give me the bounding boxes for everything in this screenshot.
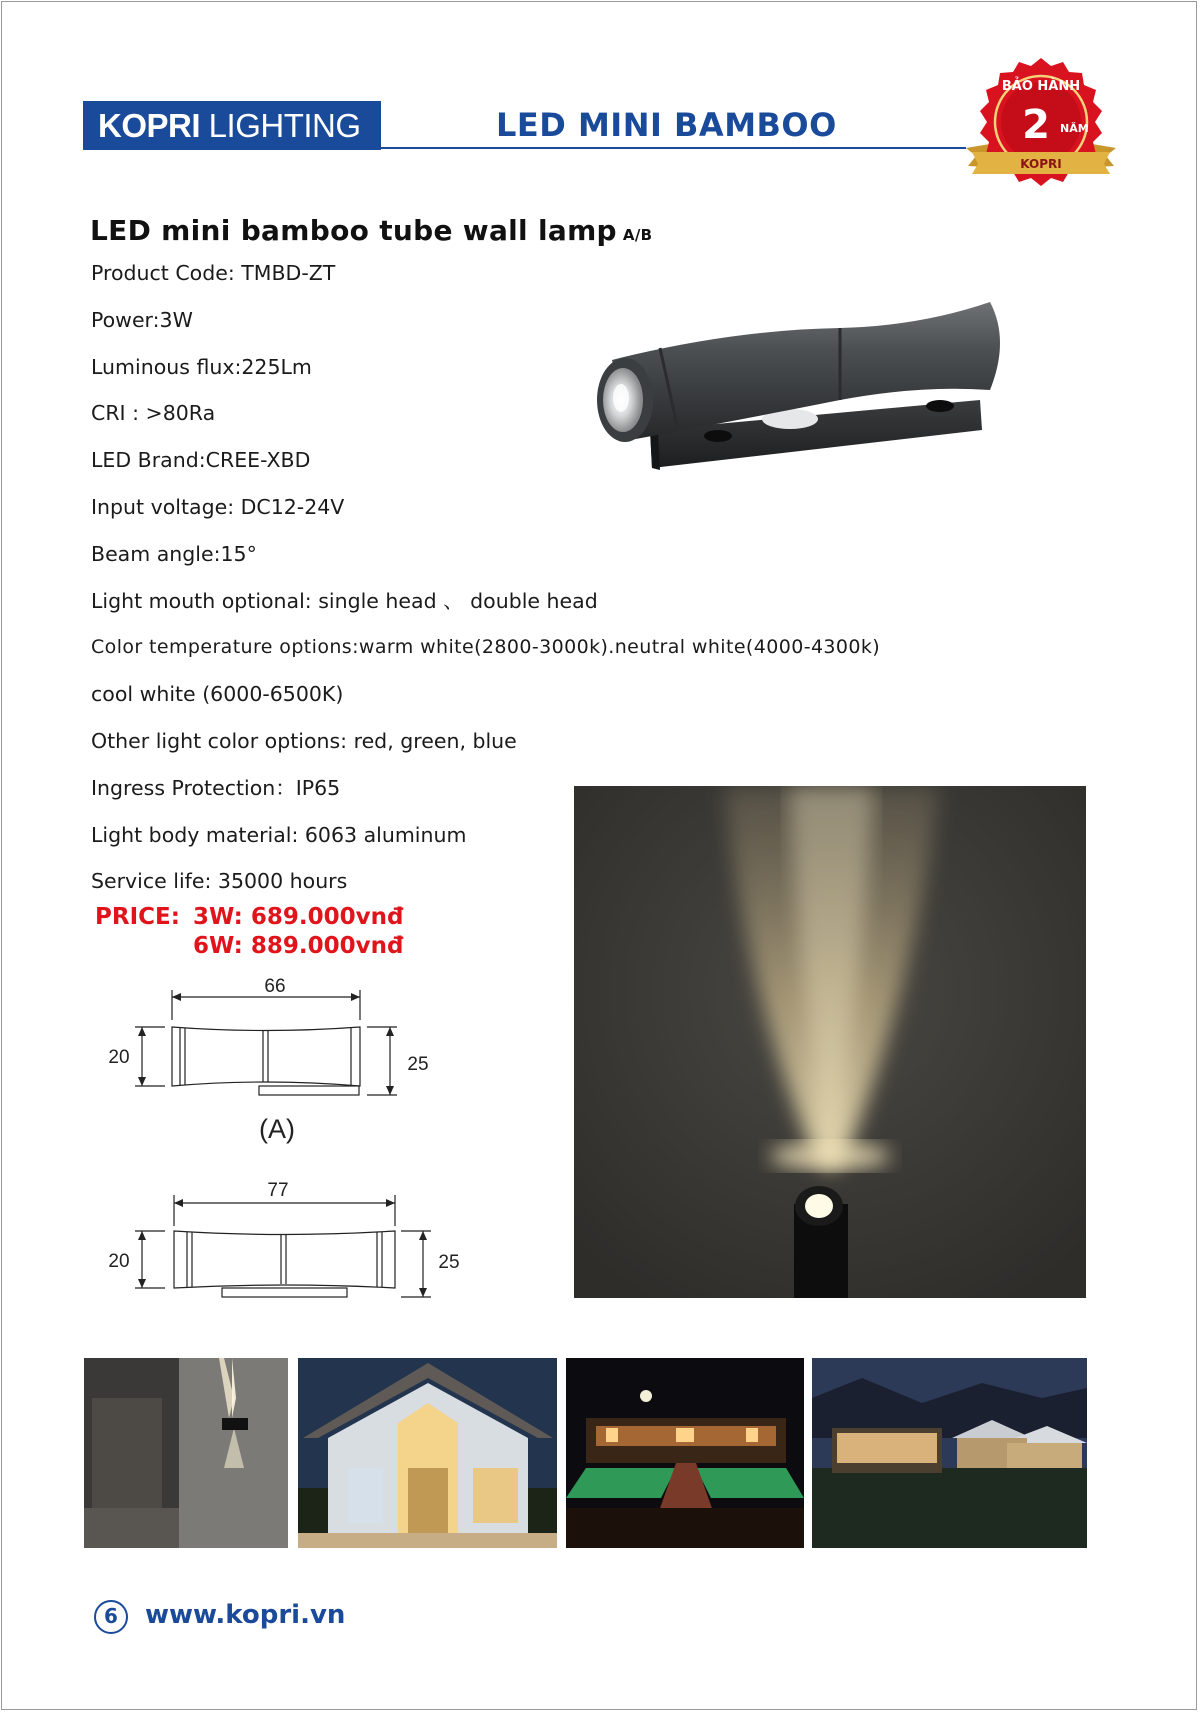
spec-item: Luminous flux:225Lm [91,354,312,379]
spec-item: Light body material: 6063 aluminum [91,822,467,847]
dimension-drawings [95,970,475,1310]
dim-b-width: 77 [267,1180,289,1201]
spec-item: Input voltage: DC12-24V [91,494,345,519]
spec-item: Beam angle:15° [91,541,257,566]
spec-item: Product Code: TMBD-ZT [91,261,336,285]
price-block [95,903,403,961]
gallery-photo-resort [812,1358,1087,1548]
price-3w: 3W: 689.000vnđ [193,904,404,930]
product-image [590,290,1050,520]
website-link[interactable]: www.kopri.vn [145,1600,346,1630]
product-title-text: LED mini bamboo tube wall lamp [90,214,617,247]
spec-item: LED Brand:CREE-XBD [91,448,311,473]
badge-unit: NĂM [1060,122,1089,135]
brand-name-bold: KOPRI [98,107,201,144]
dim-a-width: 66 [264,976,286,997]
spec-item: Light mouth optional: single head 、 double head [91,588,598,613]
badge-top-text: BẢO HÀNH [1001,79,1081,94]
spec-item: CRI : >80Ra [91,401,216,426]
product-title [90,214,652,247]
spec-item: Power:3W [91,307,193,332]
badge-logo: KOPRI [1020,157,1062,171]
spec-item: Other light color options: red, green, blue [91,728,517,753]
series-title: LED MINI BAMBOO [496,106,837,144]
dim-b-height-right: 25 [438,1252,460,1273]
product-title-suffix: A/B [622,226,653,244]
beam-photo [574,786,1086,1298]
gallery-photo-house [298,1358,557,1548]
dim-b-height-left: 20 [108,1251,130,1272]
spec-item: Ingress Protection：IP65 [91,775,341,800]
price-6w: 6W: 889.000vnđ [193,933,404,959]
page-number: 6 [94,1600,128,1634]
badge-number: 2 [1022,102,1050,148]
header-divider [381,147,966,149]
dim-a-height-left: 20 [108,1047,130,1068]
spec-item: cool white (6000-6500K) [91,682,344,707]
dim-a-caption: (A) [259,1114,295,1144]
warranty-seal-icon [962,56,1120,192]
spec-item: Service life: 35000 hours [91,869,348,894]
price-label: PRICE: [95,904,180,930]
gallery-photo-pool [566,1358,804,1548]
gallery-photo-wall [84,1358,288,1548]
spec-item: Color temperature options:warm white(2800-3000k).neutral white(4000-4300k) [91,636,881,659]
brand-name-light: LIGHTING [200,107,361,144]
dim-a-height-right: 25 [407,1054,429,1075]
brand-logo [83,101,381,150]
